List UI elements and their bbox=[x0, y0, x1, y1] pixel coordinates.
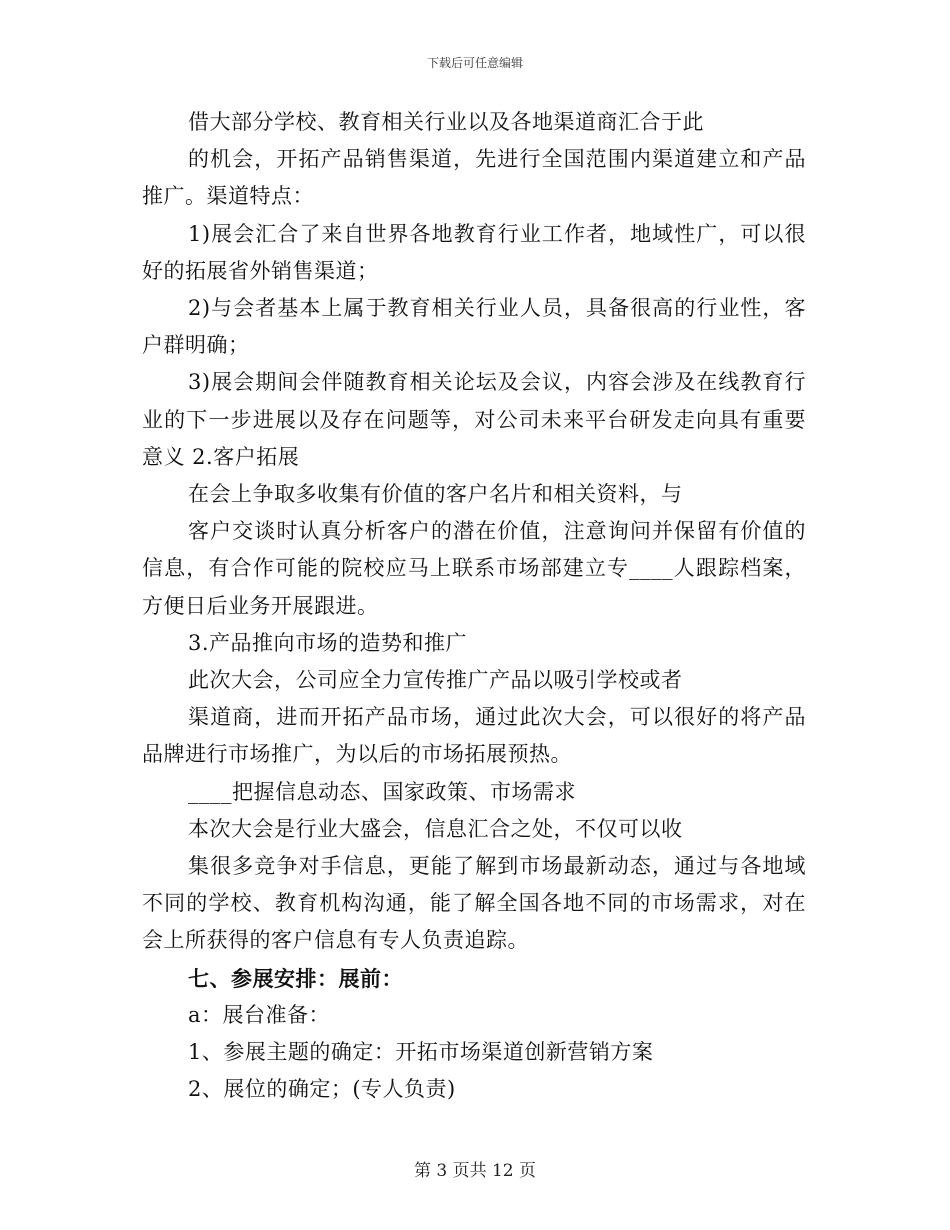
paragraph: 渠道商，进而开拓产品市场，通过此次大会，可以很好的将产品品牌进行市场推广，为以后的市场拓展预热。 bbox=[142, 705, 806, 767]
paragraph: 的机会，开拓产品销售渠道，先进行全国范围内渠道建立和产品推广。渠道特点： bbox=[142, 147, 806, 209]
paragraph: 2)与会者基本上属于教育相关行业人员，具备很高的行业性，客户群明确； bbox=[142, 296, 806, 358]
page-header: 下载后可任意编辑 bbox=[426, 56, 523, 70]
document-body bbox=[142, 104, 806, 1108]
chapter-heading: 七、参展安排：展前： bbox=[188, 965, 403, 991]
paragraph: 集很多竞争对手信息，更能了解到市场最新动态，通过与各地域不同的学校、教育机构沟通，能了解全国各地不同的市场需求，对在会上所获得的客户信息有专人负责追踪。 bbox=[142, 854, 806, 953]
paragraph: 客户交谈时认真分析客户的潜在价值，注意询问并保留有价值的信息，有合作可能的院校应马上联系市场部建立专____人跟踪档案，方便日后业务开展跟进。 bbox=[142, 519, 806, 618]
paragraph: 此次大会，公司应全力宣传推广产品以吸引学校或者 bbox=[188, 668, 683, 693]
paragraph: a：展台准备： bbox=[188, 1002, 331, 1027]
paragraph: 借大部分学校、教育相关行业以及各地渠道商汇合于此 bbox=[188, 110, 704, 134]
paragraph: 3)展会期间会伴随教育相关论坛及会议，内容会涉及在线教育行业的下一步进展以及存在问题等，对公司未来平台研发走向具有重要意义 2.客户拓展 bbox=[142, 370, 806, 469]
paragraph: 本次大会是行业大盛会，信息汇合之处，不仅可以收 bbox=[188, 816, 683, 841]
page-number: 第 3 页共 12 页 bbox=[413, 1161, 537, 1181]
list-item: 2、展位的确定；(专人负责) bbox=[188, 1077, 456, 1102]
list-item: 1、参展主题的确定：开拓市场渠道创新营销方案 bbox=[188, 1040, 654, 1065]
section-heading: 3.产品推向市场的造势和推广 bbox=[188, 630, 468, 655]
paragraph: 在会上争取多收集有价值的客户名片和相关资料，与 bbox=[188, 482, 683, 507]
section-heading: ____把握信息动态、国家政策、市场需求 bbox=[188, 779, 576, 804]
paragraph: 1)展会汇合了来自世界各地教育行业工作者，地域性广，可以很好的拓展省外销售渠道； bbox=[142, 221, 806, 283]
